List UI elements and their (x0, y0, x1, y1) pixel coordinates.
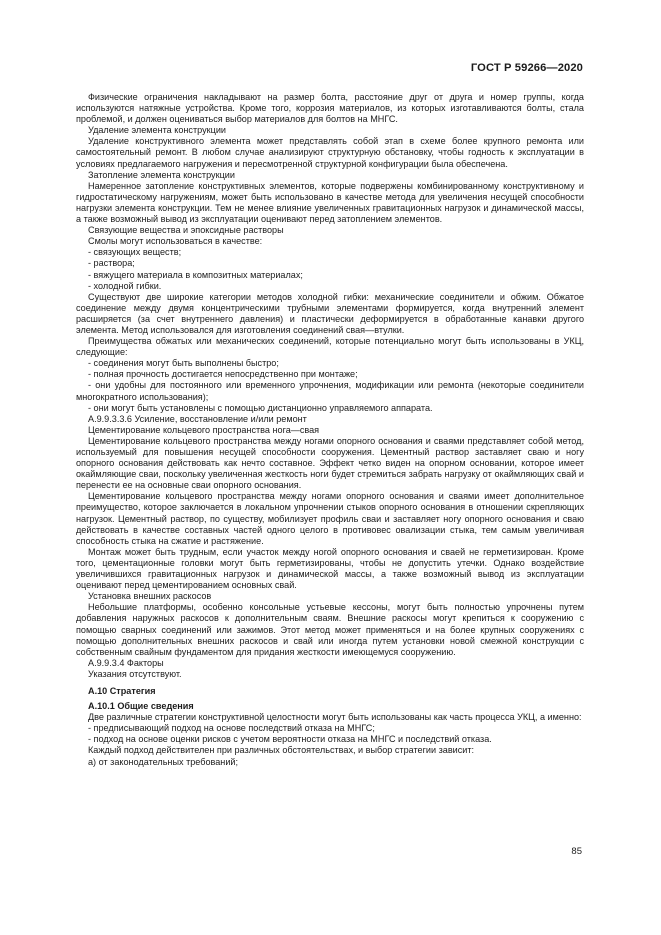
paragraph: Физические ограничения накладывают на размер болта, расстояние друг от друга и номер группы, когда используются натяжные устройства. Кроме того, коррозия материалов, из которых изготавливаются болты, стала проблемой, и должен оцениваться выбор материалов для болтов на МНГС. (76, 92, 584, 125)
paragraph: - полная прочность достигается непосредственно при монтаже; (88, 369, 358, 380)
paragraph: - они удобны для постоянного или временного упрочнения, модификации или ремонта (некоторые соединители многократного использования); (76, 380, 584, 402)
paragraph: Цементирование кольцевого пространства между ногами опорного основания и сваями представляет собой метод, используемый для повышения несущей способности сооружения. Цементный раствор заставляет сваю и ногу опорного основания действовать как нечто составное. Эффект четко виден на опорном основании, которое имеет окаймляющие сваи, поскольку увеличенная жесткость ноги будет стремиться забрать нагрузку от окаймляющих свай и перенести ее на основные сваи опорного основания. (76, 435, 584, 491)
section-heading: А.10.1 Общие сведения (88, 701, 194, 712)
paragraph: Смолы могут использоваться в качестве: (88, 236, 263, 247)
document-body (76, 92, 584, 768)
paragraph: Указания отсутствуют. (88, 668, 182, 679)
paragraph: Монтаж может быть трудным, если участок между ногой опорного основания и сваей не герметизирован. Кроме того, цементационные головки могут быть герметизированы, чтобы не допустить утечки. Однако воздействие увеличившихся гравитационных нагрузок и динамической массы, а также возможный вывод из эксплуатации оценивают перед цементированием основных свай. (76, 546, 584, 591)
paragraph: а) от законодательных требований; (88, 756, 239, 767)
paragraph: - предписывающий подход на основе последствий отказа на МНГС; (88, 723, 375, 734)
paragraph: Небольшие платформы, особенно консольные устьевые кессоны, могут быть полностью упрочнены путем добавления наружных раскосов к дополнительным сваям. Внешние раскосы могут крепиться к сооружению с помощью сварных соединений или зажимов. Этот метод может применяться и на более крупных сооружениях с помощью дополнительных внешних раскосов и свай или иногда путем установки новой смежной конструкции с собственным свайным фундаментом для придания жесткости имеющемуся сооружению. (76, 602, 584, 657)
paragraph: Каждый подход действителен при различных обстоятельствах, и выбор стратегии зависит: (88, 745, 475, 756)
paragraph: Преимущества обжатых или механических соединений, которые потенциально могут быть использованы в УКЦ, следующие: (76, 336, 584, 358)
paragraph: - раствора; (88, 258, 135, 269)
paragraph: - они могут быть установлены с помощью дистанционно управляемого аппарата. (88, 402, 433, 413)
paragraph: А.9.9.3.3.6 Усиление, восстановление и/или ремонт (88, 413, 307, 424)
paragraph: - подход на основе оценки рисков с учетом вероятности отказа на МНГС и последствий отказа. (88, 734, 492, 745)
paragraph: Связующие вещества и эпоксидные растворы (88, 225, 284, 236)
paragraph: Цементирование кольцевого пространства нога—свая (88, 424, 320, 435)
paragraph: Существуют две широкие категории методов холодной гибки: механические соединители и обжим. Обжатое соединение между двумя концентрическими трубными элементами формируется, когда внутренний элемент расширяется (за счет внутреннего давления) и пластически деформируется в обработанные канавки другого элемента. Метод использовался для изготовления соединений свая—втулки. (76, 291, 584, 335)
paragraph: - вяжущего материала в композитных материалах; (88, 269, 303, 280)
paragraph: Удаление элемента конструкции (88, 125, 226, 136)
page-number: 85 (571, 846, 582, 857)
paragraph: А.9.9.3.4 Факторы (88, 657, 164, 668)
paragraph: Установка внешних раскосов (88, 591, 212, 602)
section-heading: А.10 Стратегия (88, 685, 156, 696)
paragraph: Затопление элемента конструкции (88, 169, 235, 180)
standard-code: ГОСТ Р 59266—2020 (470, 62, 583, 74)
paragraph: Намеренное затопление конструктивных элементов, которые подвержены комбинированному конструктивному и гидростатическому нагружениям, может быть использовано в качестве метода для увеличения несущей способности нагрузки элемента конструкции. Тем не менее влияние увеличенных гравитационных нагрузок и динамической массы, а также возможный вывод из эксплуатации оценивают перед затоплением элементов. (76, 180, 584, 225)
paragraph: Две различные стратегии конструктивной целостности могут быть использованы как часть процесса УКЦ, а именно: (88, 712, 582, 723)
paragraph: Удаление конструктивного элемента может представлять собой этап в схеме более крупного ремонта или самостоятельный ремонт. В любом случае анализируют структурную обстановку, чтобы годность к эксплуатации в условиях предлагаемого нагружения и пересмотренной структурной конфигурации была обеспечена. (76, 136, 584, 169)
paragraph: - холодной гибки. (88, 280, 162, 291)
paragraph: - соединения могут быть выполнены быстро; (88, 358, 279, 369)
paragraph: - связующих веществ; (88, 247, 182, 258)
paragraph: Цементирование кольцевого пространства между ногами опорного основания и сваями имеет дополнительное преимущество, которое заключается в локальном упрочнении стыков опорного основания в отношении скрепляющих нагрузок. Цементный раствор, по существу, мобилизует профиль сваи и заставляет ногу опорного основания и сваю действовать в качестве составных частей одного целого в противовес овализации стыка, тем самым увеличивая способность стыка на сжатие и растяжение. (76, 491, 584, 546)
